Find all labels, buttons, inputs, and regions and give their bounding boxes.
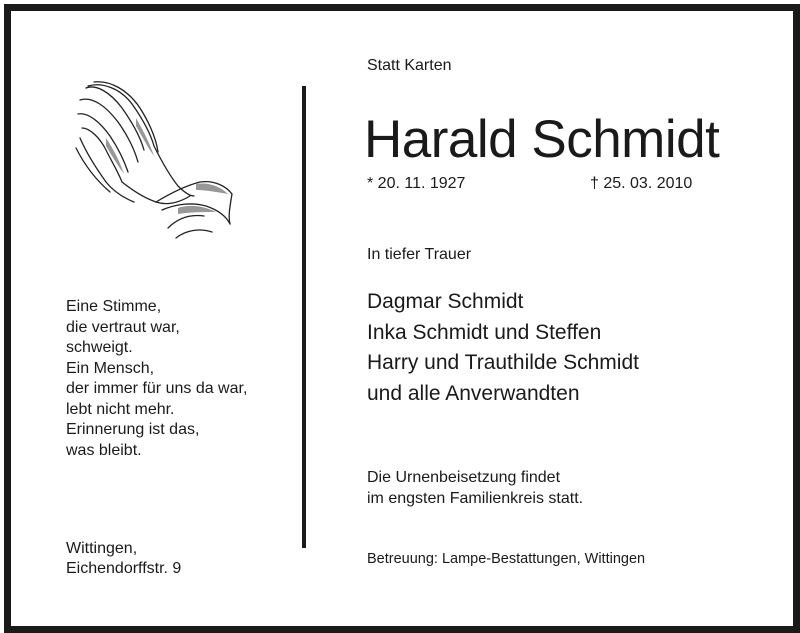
mourning-line: In tiefer Trauer (367, 246, 472, 263)
poem-line: was bleibt. (66, 441, 142, 459)
poem-line: schweigt. (66, 339, 133, 356)
family-member: Inka Schmidt und Steffen (367, 320, 602, 344)
deceased-name: Harald Schmidt (364, 110, 720, 169)
family-member: Harry und Trauthilde Schmidt (367, 351, 639, 374)
poem-line: die vertraut war, (66, 318, 180, 336)
poem-line: Eine Stimme, (66, 298, 162, 315)
address (66, 539, 181, 579)
vertical-divider (302, 86, 306, 548)
poem-line: der immer für uns da war, (66, 380, 248, 397)
praying-hands-icon (66, 78, 238, 246)
address-street: Eichendorffstr. 9 (66, 560, 182, 577)
undertaker-line: Betreuung: Lampe-Bestattungen, Wittingen (367, 551, 646, 567)
birth-date: * 20. 11. 1927 (367, 175, 466, 192)
death-date: † 25. 03. 2010 (590, 175, 693, 192)
statt-karten-label: Statt Karten (367, 57, 452, 74)
poem-line: lebt nicht mehr. (66, 400, 175, 418)
poem-line: Erinnerung ist das, (66, 421, 200, 438)
family-list (367, 287, 639, 409)
family-member: und alle Anverwandten (367, 381, 580, 405)
address-city: Wittingen, (66, 540, 138, 557)
burial-note-line: im engsten Familienkreis statt. (367, 490, 584, 507)
poem (66, 297, 247, 461)
poem-line: Ein Mensch, (66, 359, 155, 377)
family-member: Dagmar Schmidt (367, 290, 524, 313)
burial-note (367, 467, 583, 509)
burial-note-line: Die Urnenbeisetzung findet (367, 469, 561, 486)
